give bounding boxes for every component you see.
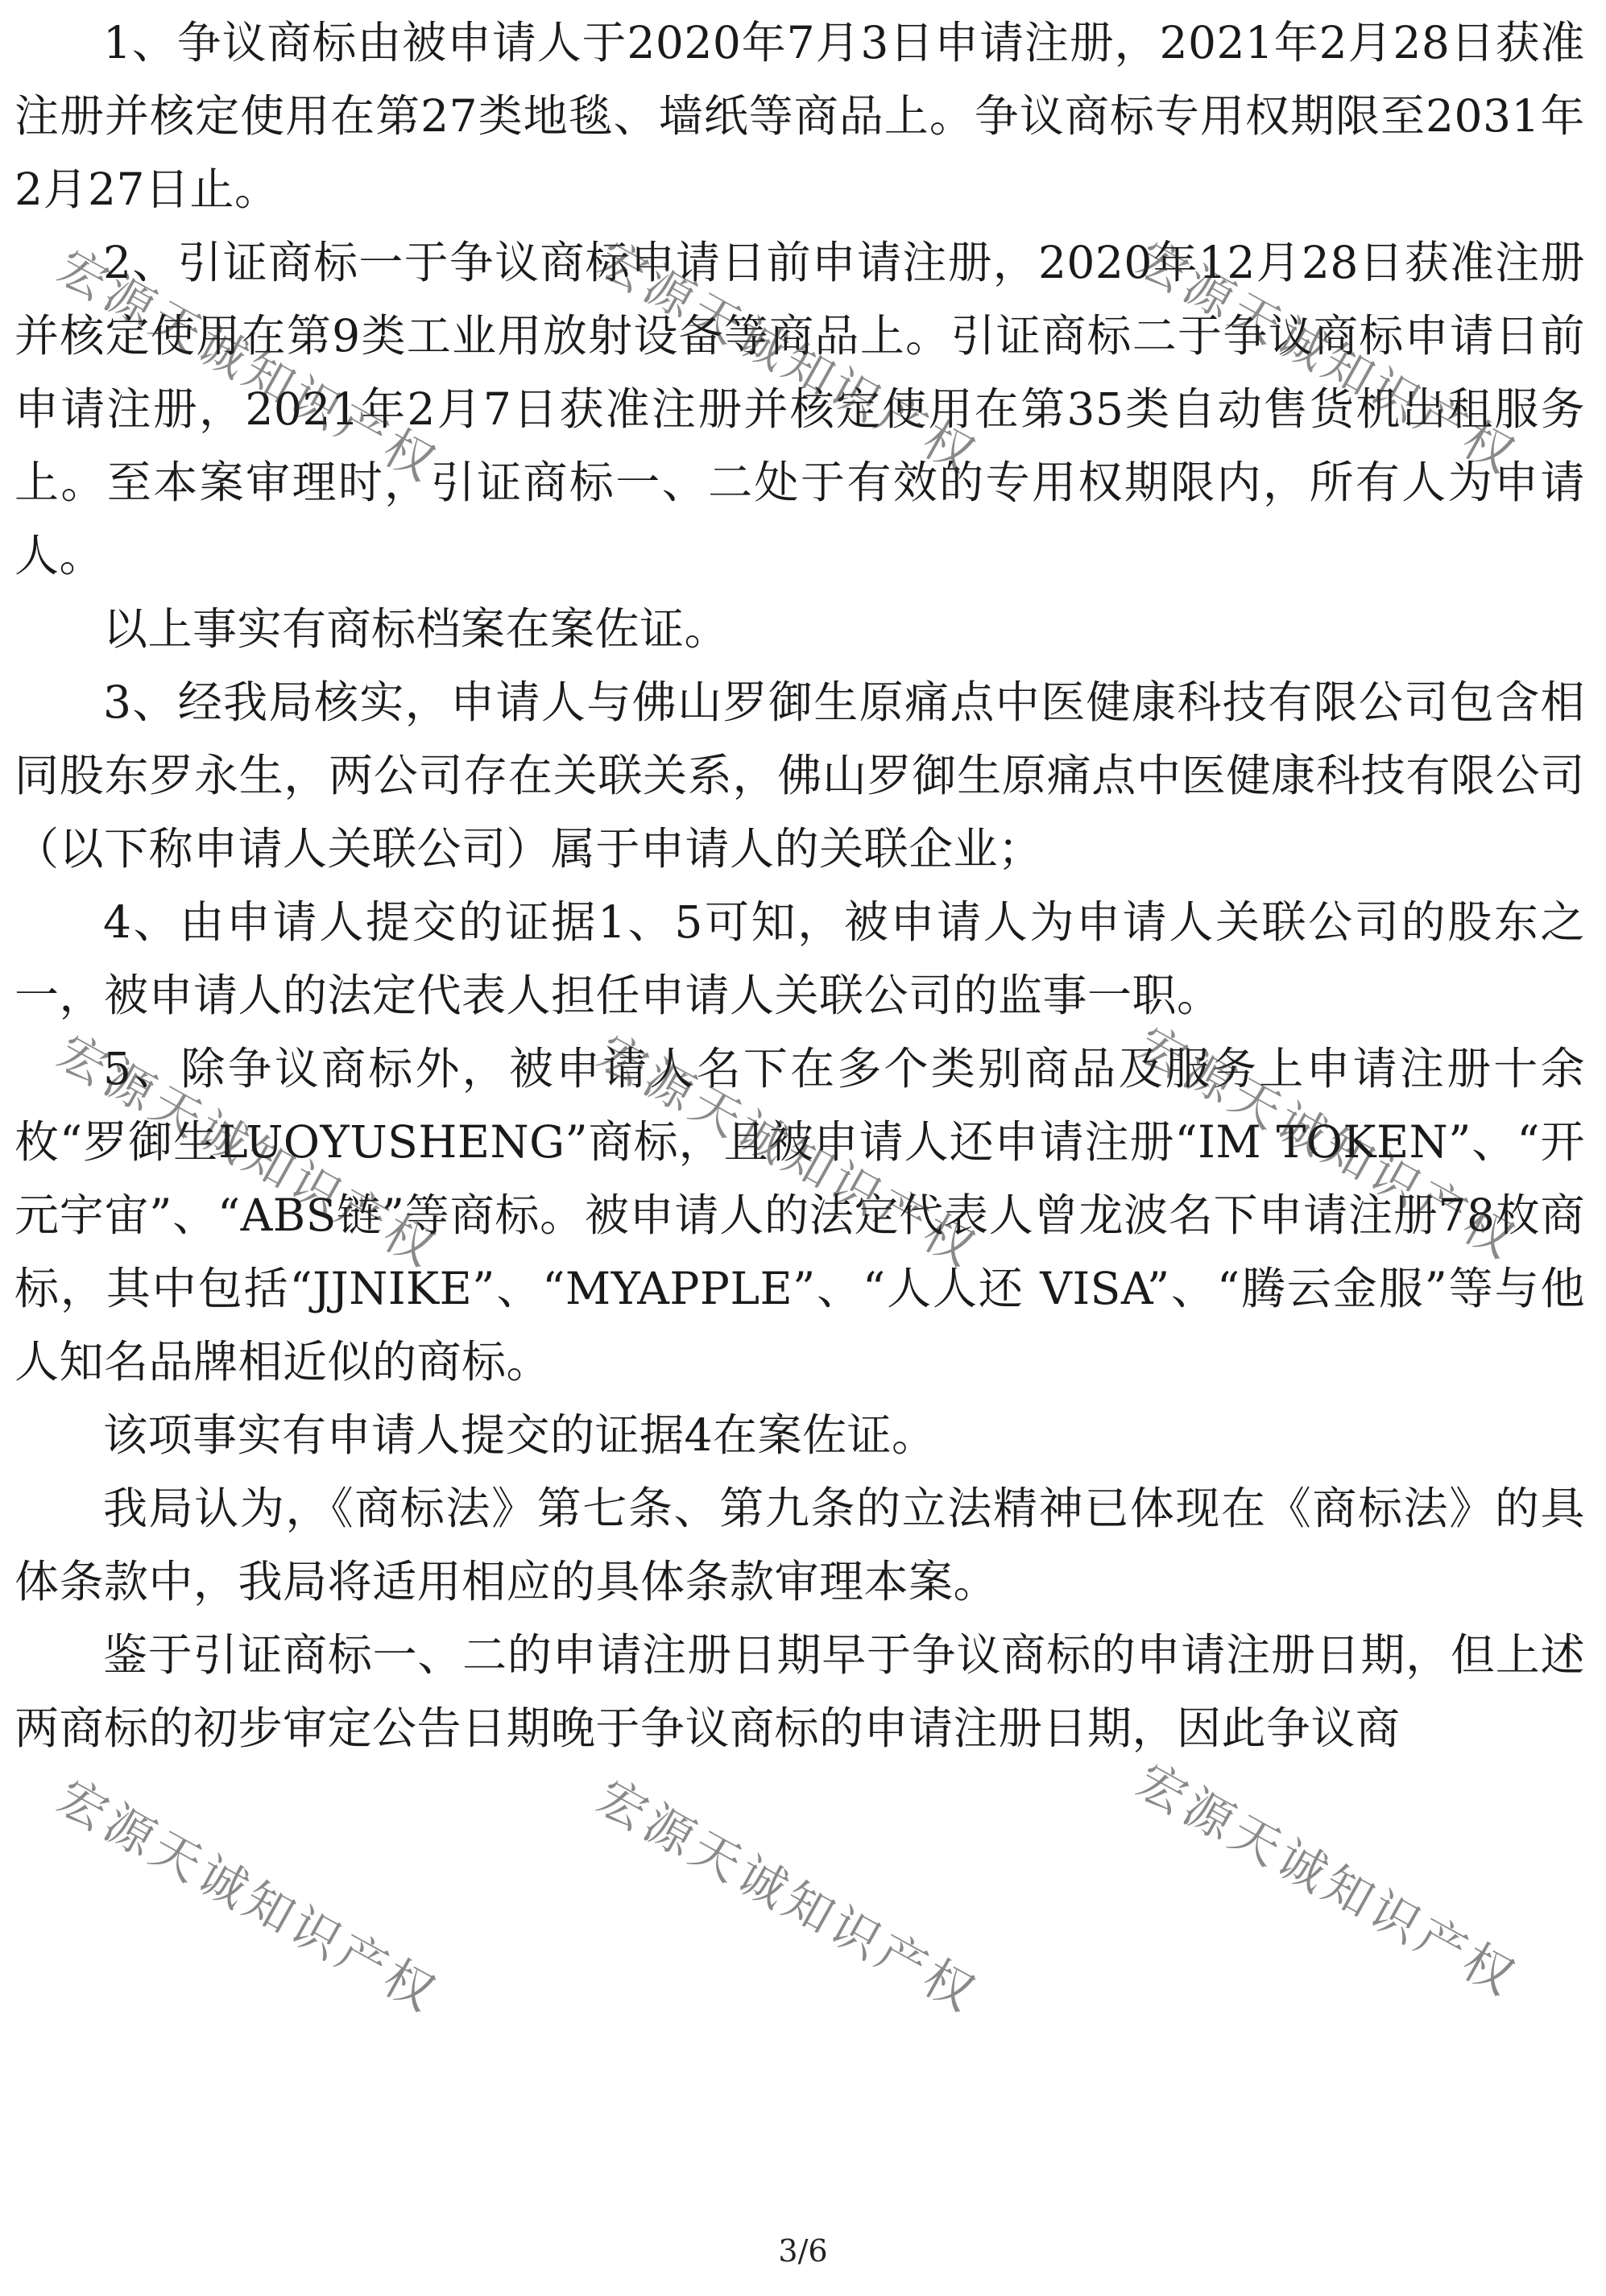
watermark: 宏源天诚知识产权 xyxy=(48,1024,448,1280)
paragraph-2: 2、引证商标一于争议商标申请日前申请注册，2020年12月28日获准注册并核定使用在第9类工业用放射设备等商品上。引证商标二于争议商标申请日前申请注册，2021年2月7日获准注册并核定使用在第35类自动售货机出租服务上。至本案审理时，引证商标一、二处于有效的专用权期限内，所有人为申请人。 xyxy=(14,237,1585,581)
page-number: 3/6 xyxy=(778,2233,828,2269)
paragraph-9: 鉴于引证商标一、二的申请注册日期早于争议商标的申请注册日期，但上述两商标的初步审定公告日期晚于争议商标的申请注册日期，因此争议商 xyxy=(14,1629,1585,1754)
paragraph-8: 我局认为，《商标法》第七条、第九条的立法精神已体现在《商标法》的具体条款中，我局将适用相应的具体条款审理本案。 xyxy=(14,1483,1585,1607)
watermark: 宏源天诚知识产权 xyxy=(587,1024,987,1280)
watermark: 宏源天诚知识产权 xyxy=(1127,1016,1527,1272)
paragraph-6: 5、除争议商标外，被申请人名下在多个类别商品及服务上申请注册十余枚“罗御生LUOYUSHENG”商标，且被申请人还申请注册“IM TOKEN”、“开元宇宙”、“ABS链”等商标。被申请人的法定代表人曾龙波名下申请注册78枚商标，其中包括“JJNIKE”、“MYAPPLE”、“人人还 VISA”、“腾云金服”等与他人知名品牌相近似的商标。 xyxy=(14,1043,1585,1388)
watermark: 宏源天诚知识产权 xyxy=(48,238,448,494)
watermark: 宏源天诚知识产权 xyxy=(587,230,987,486)
paragraph-5: 4、由申请人提交的证据1、5可知，被申请人为申请人关联公司的股东之一，被申请人的法定代表人担任申请人关联公司的监事一职。 xyxy=(14,896,1585,1021)
watermark: 宏源天诚知识产权 xyxy=(1127,230,1527,486)
paragraph-7: 该项事实有申请人提交的证据4在案佐证。 xyxy=(103,1409,937,1461)
paragraph-4: 3、经我局核实，申请人与佛山罗御生原痛点中医健康科技有限公司包含相同股东罗永生，两公司存在关联关系，佛山罗御生原痛点中医健康科技有限公司（以下称申请人关联公司）属于申请人的关联企业； xyxy=(14,676,1585,875)
watermark: 宏源天诚知识产权 xyxy=(587,1769,987,2025)
paragraph-1: 1、争议商标由被申请人于2020年7月3日申请注册，2021年2月28日获准注册并核定使用在第27类地毯、墙纸等商品上。争议商标专用权期限至2031年2月27日止。 xyxy=(14,17,1585,215)
watermark: 宏源天诚知识产权 xyxy=(48,1769,448,2025)
document-body xyxy=(14,6,1585,1765)
paragraph-3: 以上事实有商标档案在案佐证。 xyxy=(103,603,730,655)
watermark: 宏源天诚知识产权 xyxy=(1127,1752,1527,2008)
